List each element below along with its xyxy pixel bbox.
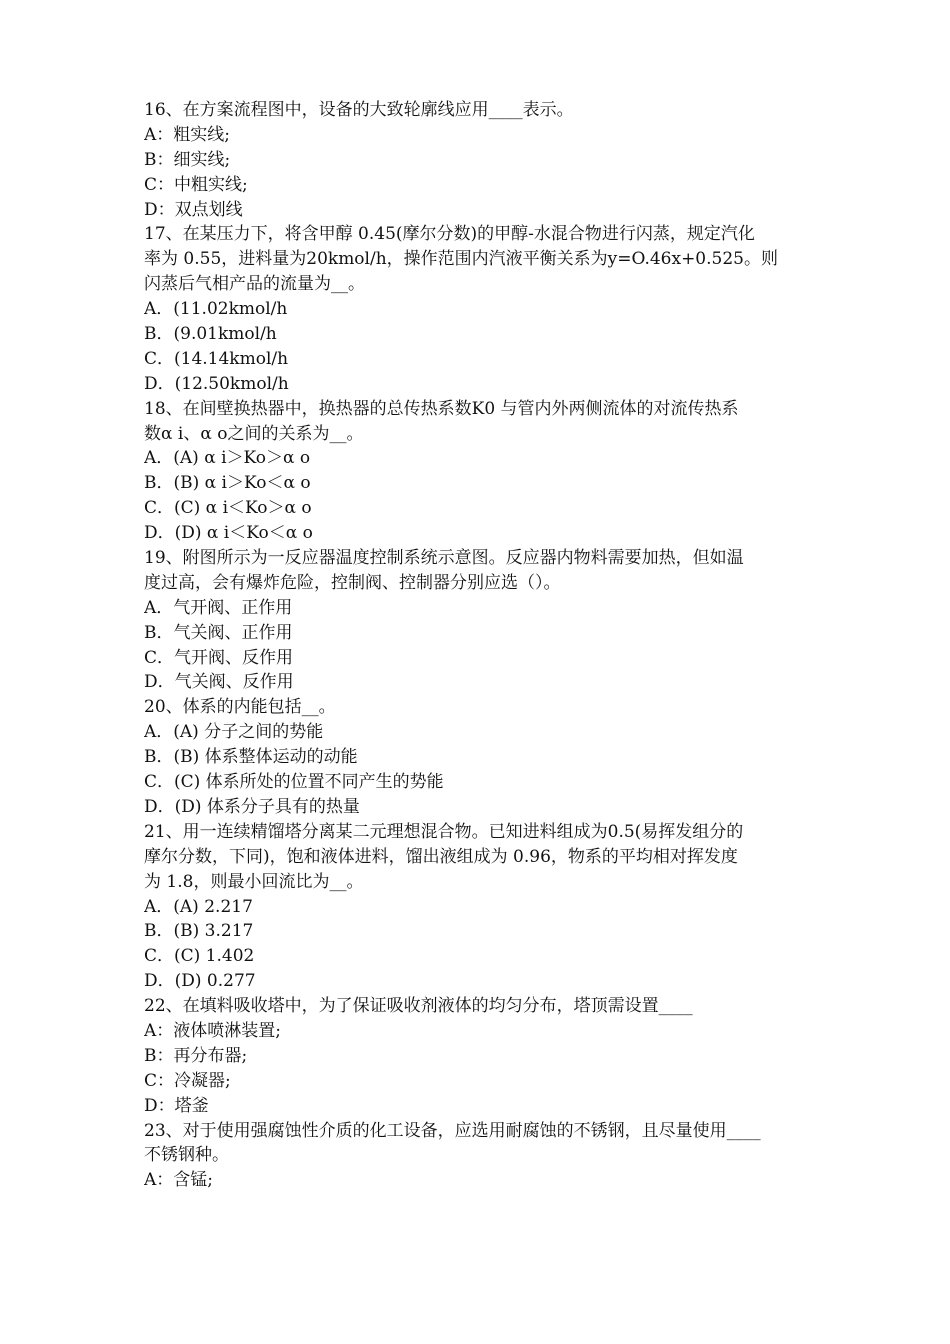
answer-option: C：冷凝器;: [144, 1070, 231, 1091]
answer-option: B．(9.01kmol/h: [144, 324, 277, 345]
answer-option: D．(D) 0.277: [144, 971, 256, 992]
answer-option: D．(D) 体系分子具有的热量: [144, 796, 360, 817]
answer-option: D．(12.50kmol/h: [144, 373, 289, 394]
question-block: [144, 222, 808, 396]
answer-option: C：中粗实线;: [144, 174, 248, 195]
answer-option: A：含锰;: [144, 1170, 214, 1191]
answer-option: C．气开阀、反作用: [144, 647, 294, 668]
question-block: [144, 994, 808, 1118]
question-stem-line: 21、用一连续精馏塔分离某二元理想混合物。已知进料组成为0.5(易挥发组分的: [144, 821, 744, 842]
question-stem-line: 数α i、α o之间的关系为__。: [144, 423, 364, 444]
answer-option: A．(A) α i＞Ko＞α o: [144, 448, 311, 469]
answer-option: A：液体喷淋装置;: [144, 1020, 282, 1041]
question-block: [144, 98, 808, 222]
answer-option: D．气关阀、反作用: [144, 672, 294, 693]
answer-option: C．(C) 体系所处的位置不同产生的势能: [144, 772, 444, 793]
answer-option: D．(D) α i＜Ko＜α o: [144, 523, 313, 544]
answer-option: A．(11.02kmol/h: [144, 299, 288, 320]
answer-option: B：细实线;: [144, 149, 231, 170]
answer-option: B．(B) 体系整体运动的动能: [144, 747, 358, 768]
answer-option: D：塔釜: [144, 1095, 209, 1116]
answer-option: B：再分布器;: [144, 1045, 248, 1066]
answer-option: A．气开阀、正作用: [144, 597, 293, 618]
answer-option: C．(C) α i＜Ko＞α o: [144, 498, 312, 519]
document-page: [144, 98, 808, 1193]
question-stem-line: 闪蒸后气相产品的流量为__。: [144, 274, 365, 295]
question-stem-line: 23、对于使用强腐蚀性介质的化工设备，应选用耐腐蚀的不锈钢，且尽量使用____: [144, 1120, 761, 1141]
answer-option: B．气关阀、正作用: [144, 622, 293, 643]
question-stem-line: 18、在间壁换热器中，换热器的总传热系数K0 与管内外两侧流体的对流传热系: [144, 398, 739, 419]
question-stem-line: 22、在填料吸收塔中，为了保证吸收剂液体的均匀分布，塔顶需设置____: [144, 996, 693, 1017]
question-stem-line: 率为 0.55，进料量为20kmol/h，操作范围内汽液平衡关系为y=O.46x+0.525。则: [144, 249, 778, 270]
question-block: [144, 397, 808, 546]
question-stem-line: 度过高，会有爆炸危险，控制阀、控制器分别应选（）。: [144, 572, 561, 593]
question-stem-line: 19、附图所示为一反应器温度控制系统示意图。反应器内物料需要加热，但如温: [144, 548, 744, 569]
answer-option: C．(C) 1.402: [144, 946, 255, 967]
question-stem-line: 20、体系的内能包括__。: [144, 697, 336, 718]
question-block: [144, 546, 808, 695]
question-block: [144, 1119, 808, 1194]
answer-option: B．(B) α i＞Ko＜α o: [144, 473, 311, 494]
question-stem-line: 17、在某压力下，将含甲醇 0.45(摩尔分数)的甲醇-水混合物进行闪蒸，规定汽化: [144, 224, 755, 245]
answer-option: A．(A) 2.217: [144, 896, 253, 917]
answer-option: A．(A) 分子之间的势能: [144, 722, 324, 743]
answer-option: D：双点划线: [144, 199, 243, 220]
answer-option: B．(B) 3.217: [144, 921, 254, 942]
question-stem-line: 不锈钢种。: [144, 1145, 229, 1166]
question-stem-line: 为 1.8，则最小回流比为__。: [144, 871, 364, 892]
question-stem-line: 摩尔分数，下同)，饱和液体进料，馏出液组成为 0.96，物系的平均相对挥发度: [144, 846, 738, 867]
question-block: [144, 695, 808, 819]
question-stem-line: 16、在方案流程图中，设备的大致轮廓线应用____表示。: [144, 100, 574, 120]
answer-option: C．(14.14kmol/h: [144, 348, 289, 369]
answer-option: A：粗实线;: [144, 124, 231, 145]
question-block: [144, 820, 808, 994]
